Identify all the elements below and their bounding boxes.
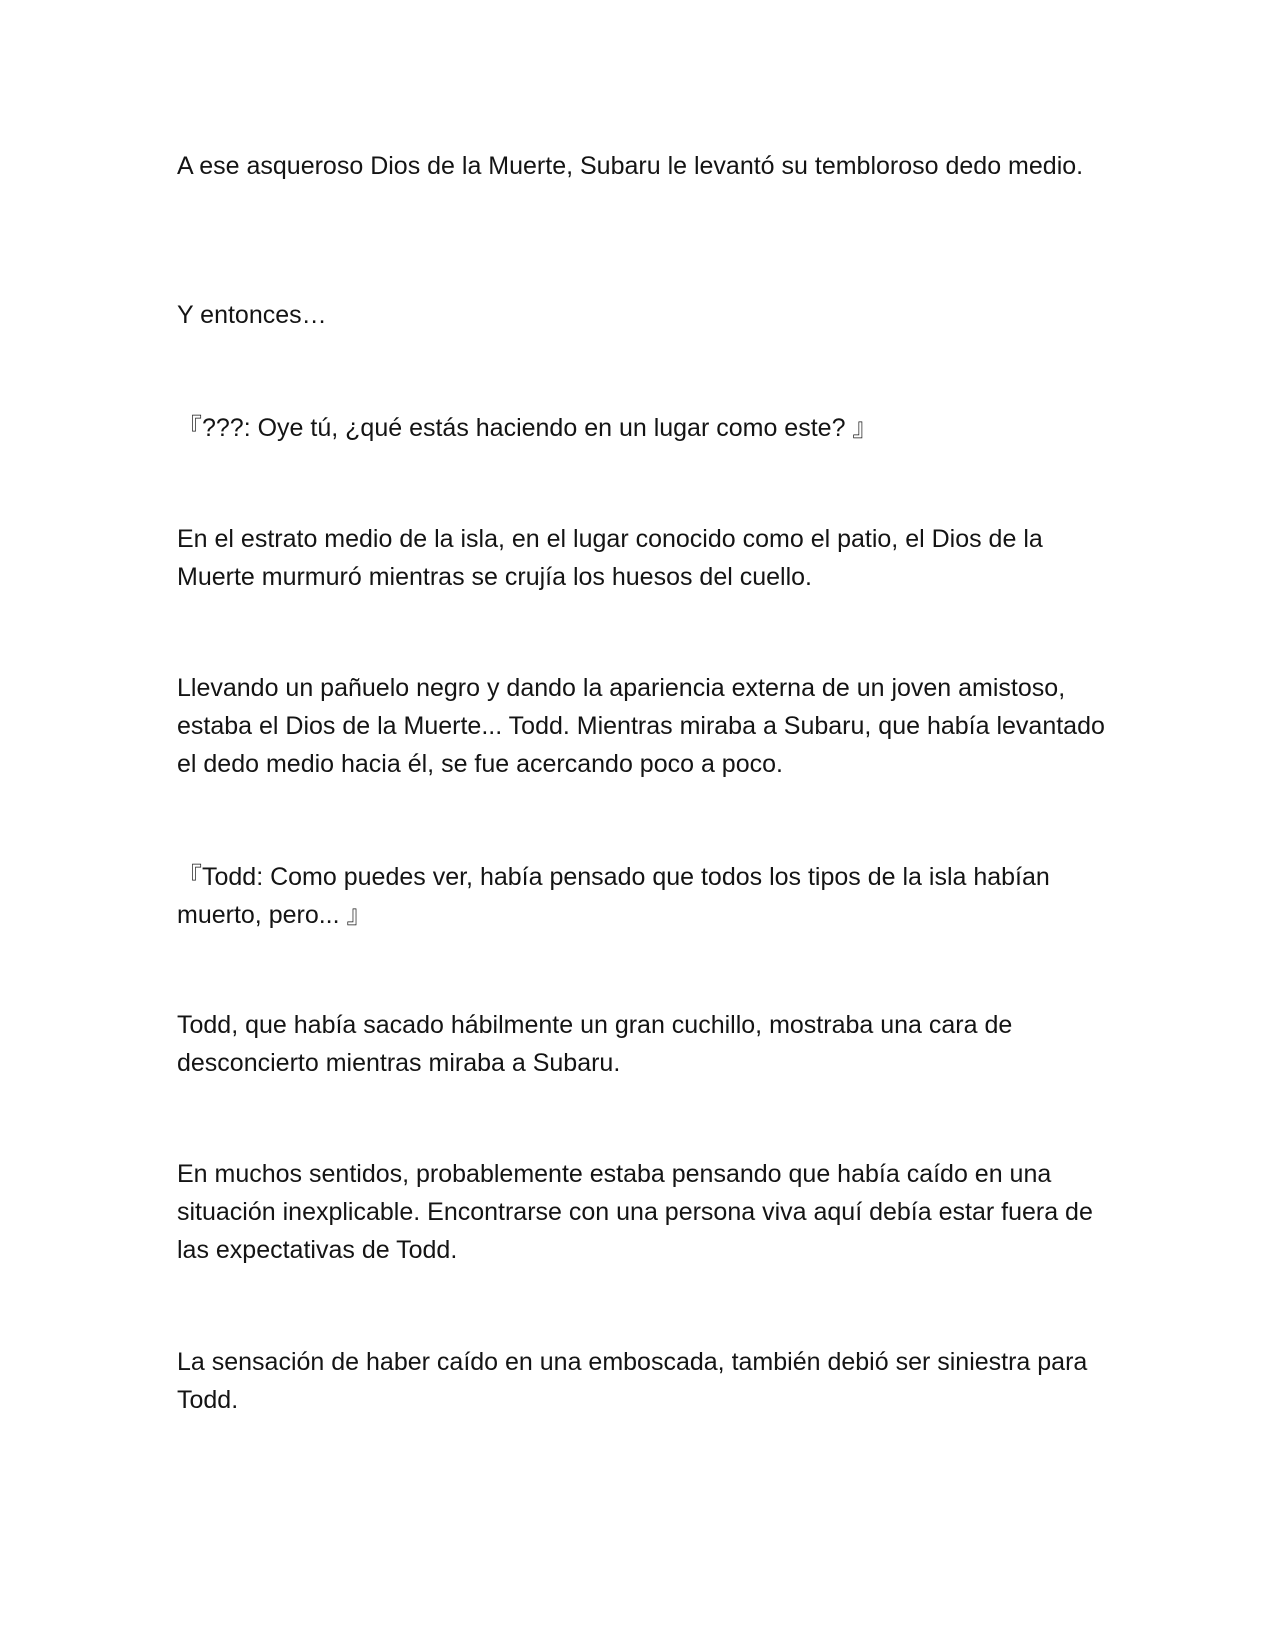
dialogue-line: 『Todd: Como puedes ver, había pensado que todos los tipos de la isla habían muerto, pero... 』 <box>177 863 1050 929</box>
paragraph: En muchos sentidos, probablemente estaba pensando que había caído en una situación inexplicable. Encontrarse con una persona viva aquí debía estar fuera de las expectativas de Todd. <box>177 1160 1093 1264</box>
paragraph: A ese asqueroso Dios de la Muerte, Subaru le levantó su tembloroso dedo medio. <box>177 152 1084 180</box>
paragraph: Llevando un pañuelo negro y dando la apariencia externa de un joven amistoso, estaba el Dios de la Muerte... Todd. Mientras miraba a Subaru, que había levantado el dedo medio hacia él, se fue acercando poco a poco. <box>177 674 1105 778</box>
dialogue-line: 『???: Oye tú, ¿qué estás haciendo en un lugar como este? 』 <box>177 414 878 442</box>
paragraph: Todd, que había sacado hábilmente un gran cuchillo, mostraba una cara de desconcierto mientras miraba a Subaru. <box>177 1011 1013 1077</box>
paragraph: Y entonces… <box>177 301 327 329</box>
paragraph: En el estrato medio de la isla, en el lugar conocido como el patio, el Dios de la Muerte murmuró mientras se crujía los huesos del cuello. <box>177 525 1043 591</box>
paragraph: La sensación de haber caído en una emboscada, también debió ser siniestra para Todd. <box>177 1348 1088 1414</box>
